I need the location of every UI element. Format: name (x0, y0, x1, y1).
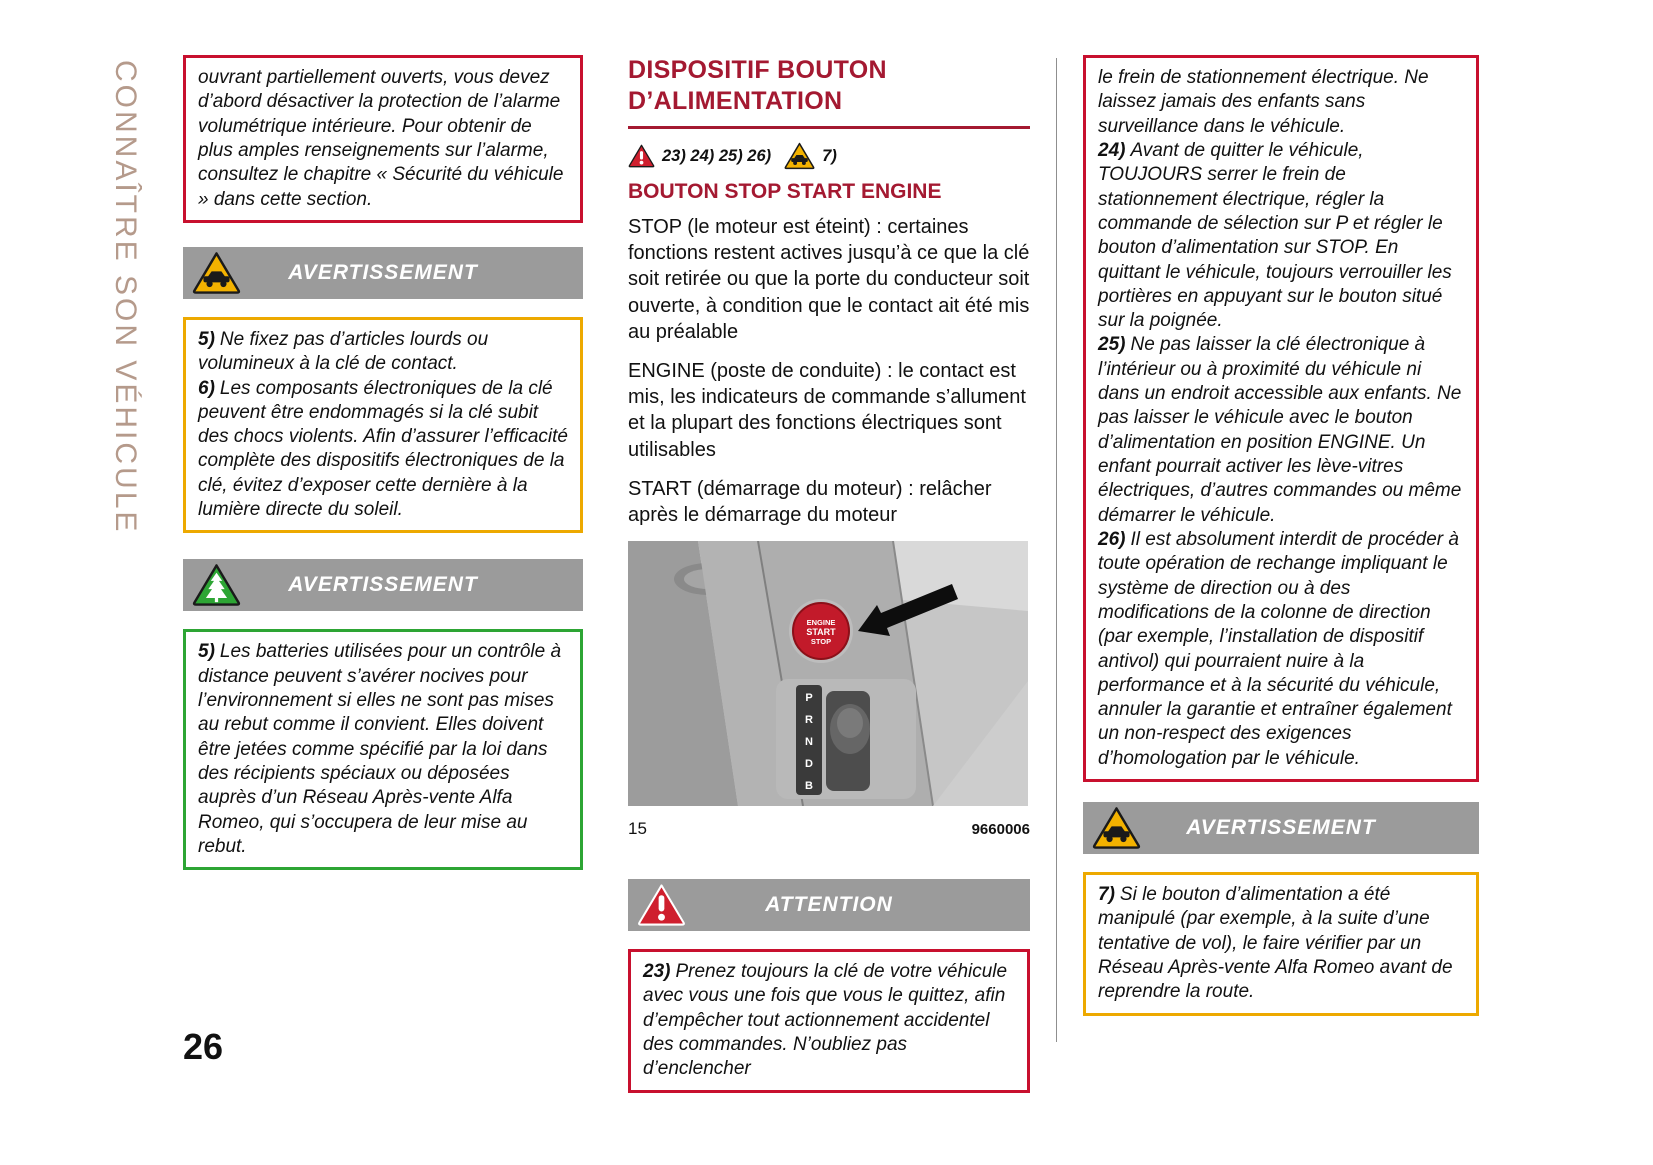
svg-text:STOP: STOP (810, 637, 832, 647)
figure-caption (628, 819, 1030, 839)
note-item-text: Les batteries utilisées pour un contrôle à distance peuvent s’avérer nocives pour l’environnement si elles ne sont pas mises au rebut comme il convient. Elles doivent être jetées comme spécifié par la loi dans des récipients spéciaux ou déposées auprès d’un Réseau Après-vente Alfa Romeo, qui s’occupera de leur mise au rebut. (198, 641, 562, 857)
reference-icons-row (628, 142, 1030, 170)
note-item (1098, 528, 1464, 771)
figure-number: 15 (628, 819, 647, 839)
warning-car-icon (1092, 806, 1141, 850)
svg-text:B: B (805, 780, 813, 793)
note-item (1098, 883, 1464, 1005)
body-paragraph-engine: ENGINE (poste de conduite) : le contact est mis, les indicateurs de commande s’allument et la plupart des fonctions électriques sont utilisables (628, 359, 1026, 461)
section-subtitle: BOUTON STOP START ENGINE (628, 180, 942, 203)
svg-text:R: R (805, 714, 813, 727)
warning-header-title: AVERTISSEMENT (1186, 816, 1376, 840)
body-paragraph-start: START (démarrage du moteur) : relâcher après le démarrage du moteur (628, 477, 992, 526)
warning-note-box-green (183, 629, 583, 870)
svg-text:D: D (805, 758, 813, 771)
article-title-line2: D’ALIMENTATION (628, 86, 843, 115)
warning-header-1 (183, 247, 583, 299)
note-continuation-text: le frein de stationnement électrique. Ne laissez jamais des enfants sans surveillance dans le véhicule. (1098, 67, 1429, 137)
article-title-line1: DISPOSITIF BOUTON (628, 56, 887, 84)
column-divider (1056, 58, 1057, 1042)
attention-header (628, 879, 1030, 931)
note-item-text: Les composants électroniques de la clé peuvent être endommagés si la clé subit des chocs violents. Afin d’assurer l’efficacité complète des dispositifs électroniques de la clé, évitez d’exposer cette dernière à la lumière directe du soleil. (198, 377, 568, 521)
warning-note-box-yellow (183, 317, 583, 534)
warning-note-box-yellow-2 (1083, 872, 1479, 1016)
note-item-number: 25) (1098, 334, 1126, 356)
warning-tree-icon (192, 563, 241, 607)
note-item-text: Si le bouton d’alimentation a été manipulé (par exemple, à la suite d’une tentative de vol), le faire vérifier par un Réseau Après-vente Alfa Romeo avant de reprendre la route. (1098, 884, 1453, 1003)
warning-refs: 7) (822, 146, 837, 165)
attention-note-box (628, 949, 1030, 1093)
svg-text:N: N (805, 736, 813, 749)
attention-refs: 23) 24) 25) 26) (662, 146, 772, 165)
note-item (198, 377, 568, 523)
note-item-number: 5) (198, 641, 215, 663)
intro-note-text: ouvrant partiellement ouverts, vous devez d’abord désactiver la protection de l’alarme volumétrique intérieure. Pour obtenir de plus amples renseignements sur l’alarme, consultez le chapitre « Sécurité du véhicule » dans cette section. (198, 67, 564, 210)
note-item-number: 6) (198, 377, 215, 399)
gear-selector (776, 679, 916, 799)
intro-note-box (183, 55, 583, 223)
note-item (643, 960, 1015, 1082)
note-item-text: Ne pas laisser la clé électronique à l’intérieur ou à proximité du véhicule ni dans un endroit accessible aux enfants. Ne pas laisser le véhicule avec le bouton d’alimentation en position ENGINE. Un enfant pourrait activer les lève-vitres électriques, d’autres commandes ou même démarrer le véhicule. (1098, 334, 1462, 526)
note-item-text: Prenez toujours la clé de votre véhicule avec vous une fois que vous le quittez, afin d’empêcher tout actionnement accidentel des commandes. N’oubliez pas d’enclencher (643, 961, 1008, 1080)
warning-header-title: AVERTISSEMENT (288, 260, 478, 284)
body-paragraph-stop: STOP (le moteur est éteint) : certaines fonctions restent actives jusqu’à ce que la clé soit retirée ou que la porte du conducteur soit ouverte, à condition que le contact ait été mis au préalable (628, 216, 1030, 343)
column-center (628, 55, 1030, 1093)
title-rule (628, 126, 1030, 129)
warning-header-3 (1083, 802, 1479, 854)
note-item-text: Avant de quitter le véhicule, TOUJOURS serrer le frein de stationnement électrique, régler la commande de sélection sur P et régler le bouton d’alimentation sur STOP. En quittant le véhicule, toujours verrouiller les portières en appuyant sur le bouton situé sur la poignée. (1098, 139, 1452, 332)
attention-triangle-icon (637, 883, 686, 927)
start-stop-button (789, 599, 853, 663)
note-item (1098, 333, 1464, 528)
attention-triangle-icon (628, 144, 655, 168)
console-figure (628, 541, 1030, 839)
warning-header-title: AVERTISSEMENT (288, 573, 478, 597)
note-item-text: Il est absolument interdit de procéder à toute opération de rechange impliquant le système de direction ou à des modifications de la colonne de direction (par exemple, l’installation de dispositif antivol) qui pourraient nuire à la performance et à la sécurité du véhicule, annuler la garantie et entraîner également un non-respect des exigences d’homologation par le véhicule. (1098, 528, 1459, 769)
column-right (1083, 55, 1479, 1016)
svg-text:START: START (806, 627, 836, 638)
console-photo (628, 541, 1028, 806)
page-number: 26 (183, 1026, 224, 1067)
note-item (1098, 139, 1464, 334)
article-title (628, 55, 1030, 116)
warning-header-2 (183, 559, 583, 611)
svg-text:ENGINE: ENGINE (806, 618, 836, 628)
note-item-text: Ne fixez pas d’articles lourds ou volumineux à la clé de contact. (198, 328, 489, 375)
svg-text:P: P (805, 692, 813, 705)
note-item (198, 640, 568, 859)
chapter-sidebar-label: CONNAÎTRE SON VÉHICULE (109, 60, 142, 535)
note-item-number: 7) (1098, 884, 1115, 906)
warning-car-icon (784, 142, 815, 170)
warning-car-icon (192, 251, 241, 295)
note-item-number: 23) (643, 961, 671, 983)
attention-note-box-continued (1083, 55, 1479, 782)
note-item (198, 328, 568, 377)
attention-header-title: ATTENTION (765, 893, 893, 917)
figure-code: 9660006 (971, 821, 1030, 839)
note-item-number: 5) (198, 328, 215, 350)
note-item-number: 26) (1098, 528, 1126, 550)
note-item-number: 24) (1098, 139, 1126, 161)
column-left (183, 55, 583, 870)
